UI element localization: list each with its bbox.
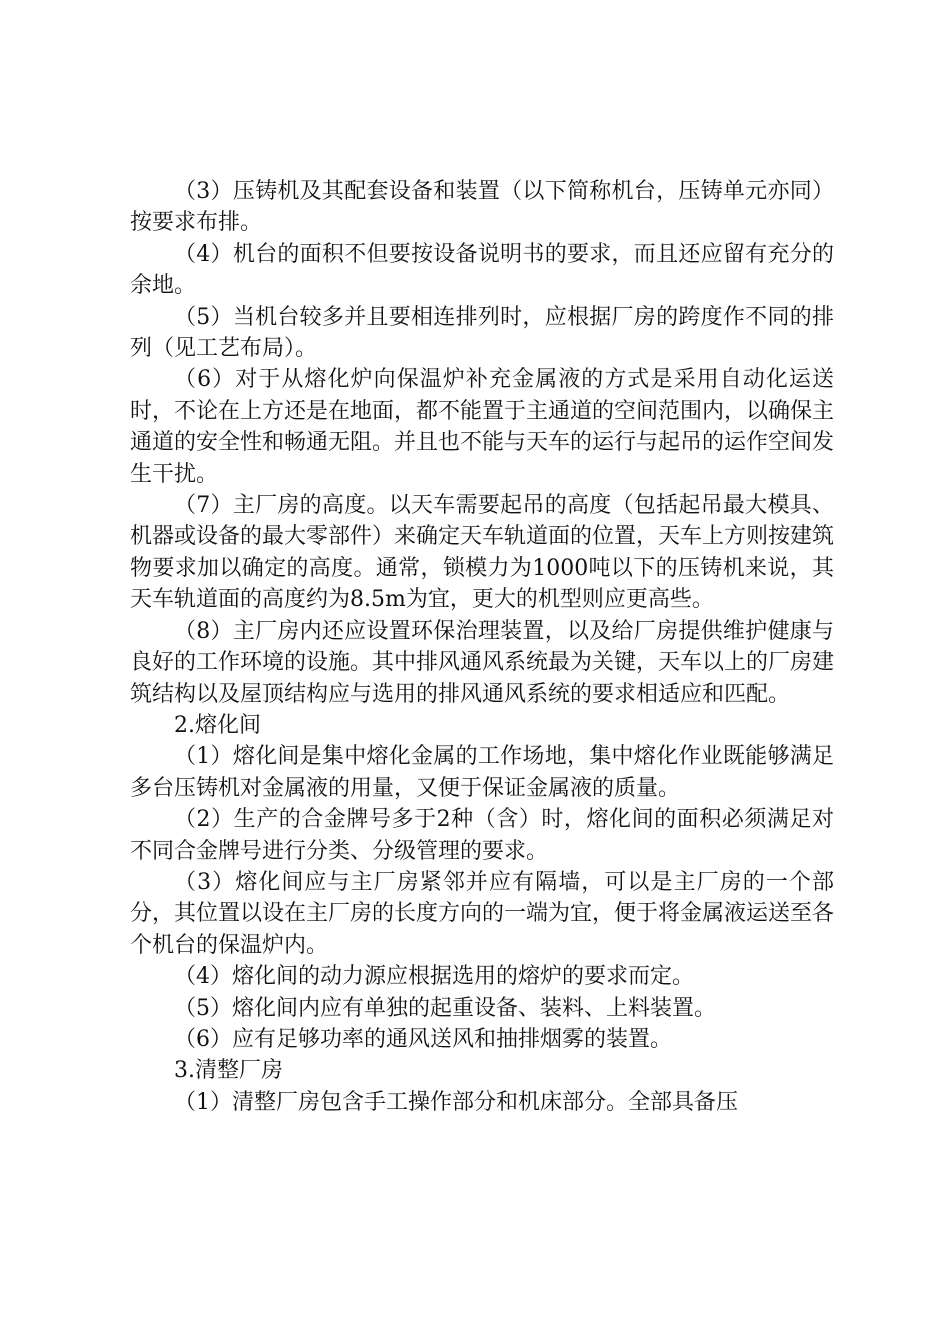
section-heading-melting-room: 2.熔化间: [174, 712, 261, 738]
paragraph-3-die-casting-layout: （3）压铸机及其配套设备和装置（以下简称机台，压铸单元亦同）按要求布排。: [130, 179, 834, 236]
paragraph-6-metal-transport: （6）对于从熔化炉向保温炉补充金属液的方式是采用自动化运送时，不论在上方还是在地面，都不能置于主通道的空间范围内，以确保主通道的安全性和畅通无阻。并且也不能与天车的运行与起吊的运作空间发生干扰。: [130, 367, 835, 487]
paragraph-melting-6: （6）应有足够功率的通风送风和抽排烟雾的装置。: [174, 1026, 672, 1052]
paragraph-melting-3: （3）熔化间应与主厂房紧邻并应有隔墙，可以是主厂房的一个部分，其位置以设在主厂房的长度方向的一端为宜，便于将金属液运送至各个机台的保温炉内。: [130, 869, 835, 958]
paragraph-melting-5: （5）熔化间内应有单独的起重设备、装料、上料装置。: [174, 995, 716, 1021]
paragraph-cleaning-1: （1）清整厂房包含手工操作部分和机床部分。全部具备压: [174, 1089, 738, 1115]
paragraph-melting-4: （4）熔化间的动力源应根据选用的熔炉的要求而定。: [174, 964, 694, 990]
document-body: [130, 176, 834, 1118]
paragraph-melting-2: （2）生产的合金牌号多于2种（含）时，熔化间的面积必须满足对不同合金牌号进行分类、分级管理的要求。: [130, 807, 834, 864]
paragraph-5-arrangement: （5）当机台较多并且要相连排列时，应根据厂房的跨度作不同的排列（见工艺布局）。: [130, 304, 834, 362]
paragraph-4-machine-area: （4）机台的面积不但要按设备说明书的要求，而且还应留有充分的余地。: [130, 241, 834, 299]
paragraph-melting-1: （1）熔化间是集中熔化金属的工作场地，集中熔化作业既能够满足多台压铸机对金属液的用量，又便于保证金属液的质量。: [130, 744, 834, 801]
paragraph-7-building-height: （7）主厂房的高度。以天车需要起吊的高度（包括起吊最大模具、机器或设备的最大零部件）来确定天车轨道面的位置，天车上方则按建筑物要求加以确定的高度。通常，锁模力为1000吨以下的压铸机来说，其天车轨道面的高度约为8.5m为宜，更大的机型则应更高些。: [130, 493, 835, 613]
paragraph-8-environment: （8）主厂房内还应设置环保治理装置，以及给厂房提供维护健康与良好的工作环境的设施。其中排风通风系统最为关键，天车以上的厂房建筑结构以及屋顶结构应与选用的排风通风系统的要求相适应和匹配。: [130, 618, 835, 707]
section-heading-cleaning-workshop: 3.清整厂房: [174, 1058, 283, 1084]
